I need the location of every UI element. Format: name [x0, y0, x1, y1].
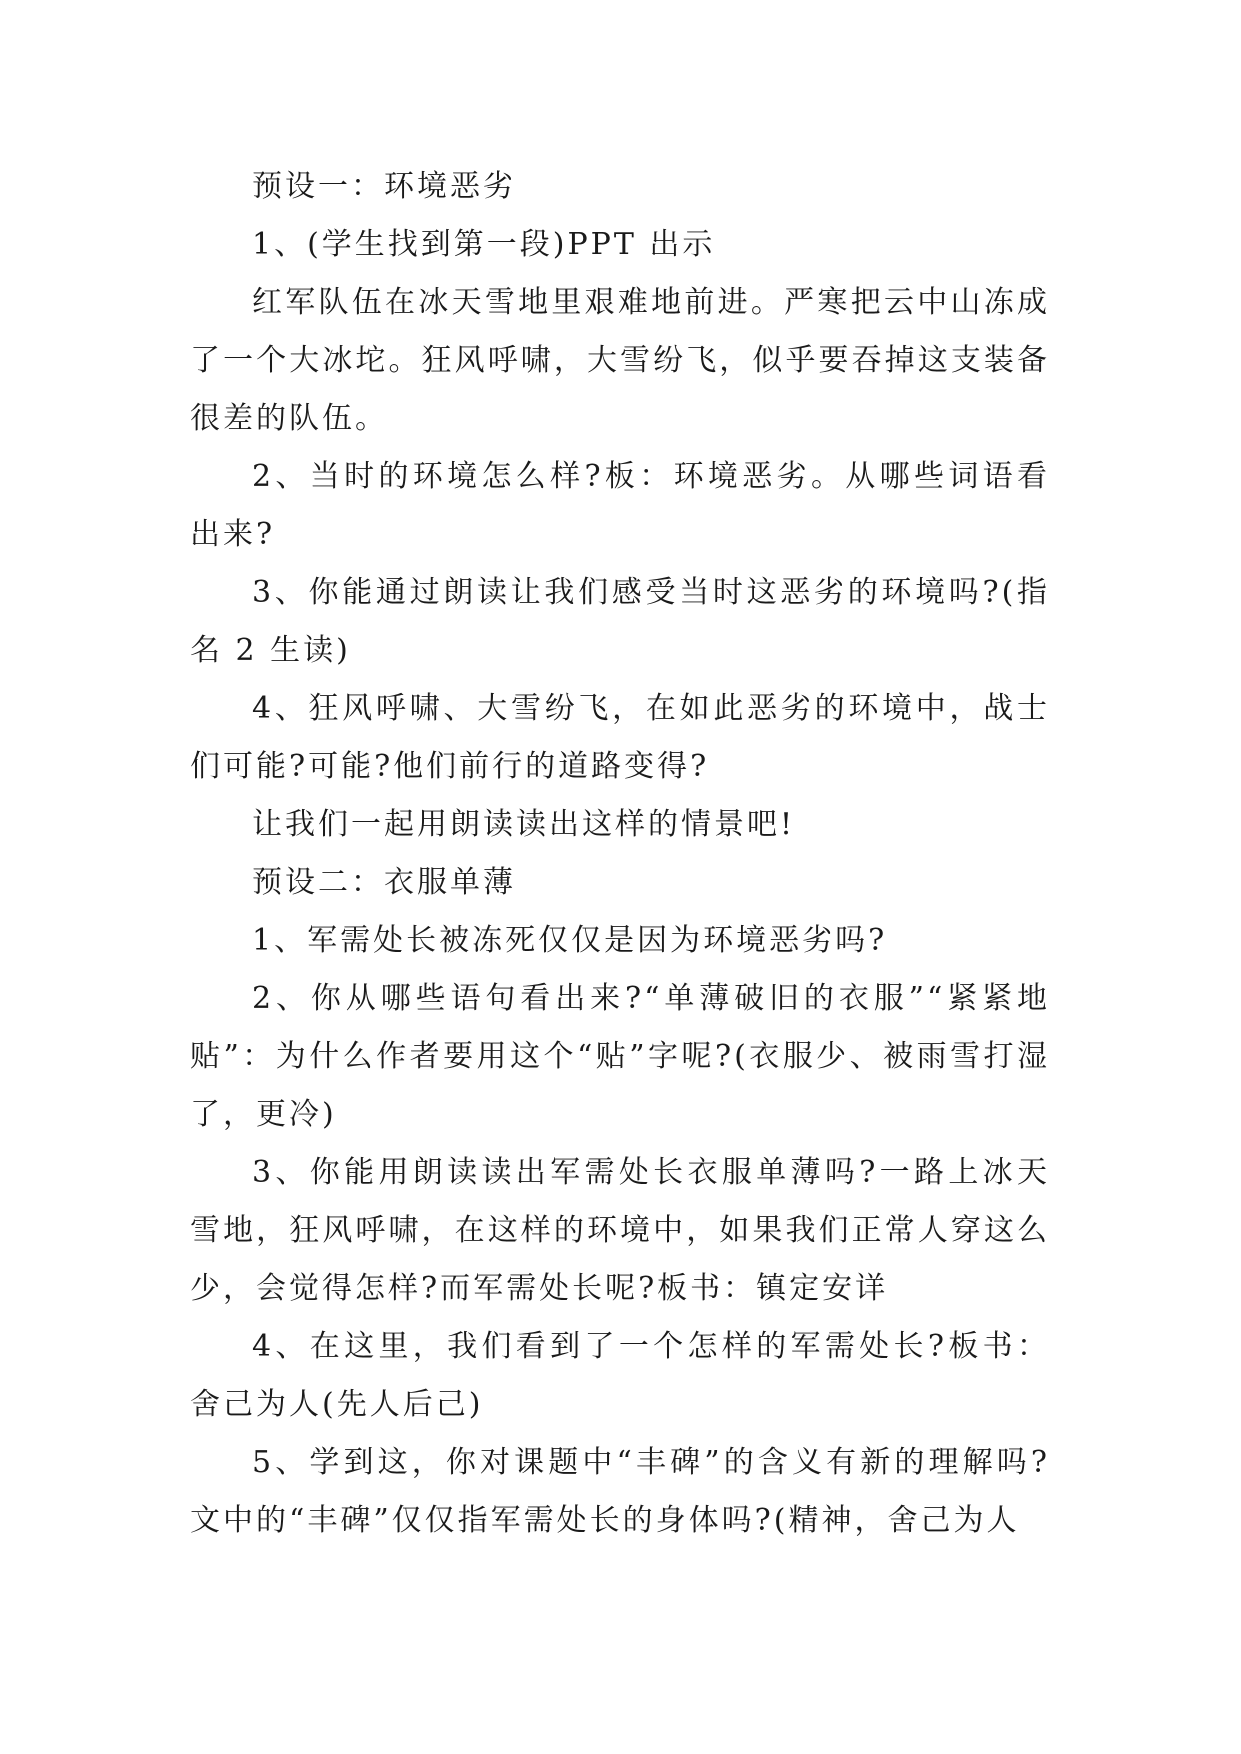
paragraph-item-5b: 5、学到这，你对课题中“丰碑”的含义有新的理解吗?文中的“丰碑”仅仅指军需处长的身体吗?(精神，舍己为人 — [190, 1445, 1050, 1538]
document-body — [190, 158, 1050, 1550]
paragraph-item-4: 4、狂风呼啸、大雪纷飞，在如此恶劣的环境中，战士们可能?可能?他们前行的道路变得? — [190, 691, 1050, 784]
heading-preset-two: 预设二：衣服单薄 — [252, 865, 516, 900]
paragraph-item-1: 1、(学生找到第一段)PPT 出示 — [252, 227, 716, 262]
heading-preset-one: 预设一：环境恶劣 — [252, 169, 516, 204]
paragraph-item-3b: 3、你能用朗读读出军需处长衣服单薄吗?一路上冰天雪地，狂风呼啸，在这样的环境中，如果我们正常人穿这么少，会觉得怎样?而军需处长呢?板书：镇定安详 — [190, 1155, 1050, 1306]
paragraph-item-2b: 2、你从哪些语句看出来?“单薄破旧的衣服”“紧紧地贴”：为什么作者要用这个“贴”字呢?(衣服少、被雨雪打湿了，更冷) — [190, 981, 1050, 1132]
paragraph-item-2: 2、当时的环境怎么样?板：环境恶劣。从哪些词语看出来? — [190, 459, 1050, 552]
paragraph-quote: 红军队伍在冰天雪地里艰难地前进。严寒把云中山冻成了一个大冰坨。狂风呼啸，大雪纷飞，似乎要吞掉这支装备很差的队伍。 — [190, 285, 1050, 436]
paragraph-reading-prompt: 让我们一起用朗读读出这样的情景吧! — [252, 807, 796, 842]
paragraph-item-3: 3、你能通过朗读让我们感受当时这恶劣的环境吗?(指名 2 生读) — [190, 575, 1050, 668]
paragraph-item-1b: 1、军需处长被冻死仅仅是因为环境恶劣吗? — [252, 923, 888, 958]
paragraph-item-4b: 4、在这里，我们看到了一个怎样的军需处长?板书：舍己为人(先人后己) — [190, 1329, 1050, 1422]
